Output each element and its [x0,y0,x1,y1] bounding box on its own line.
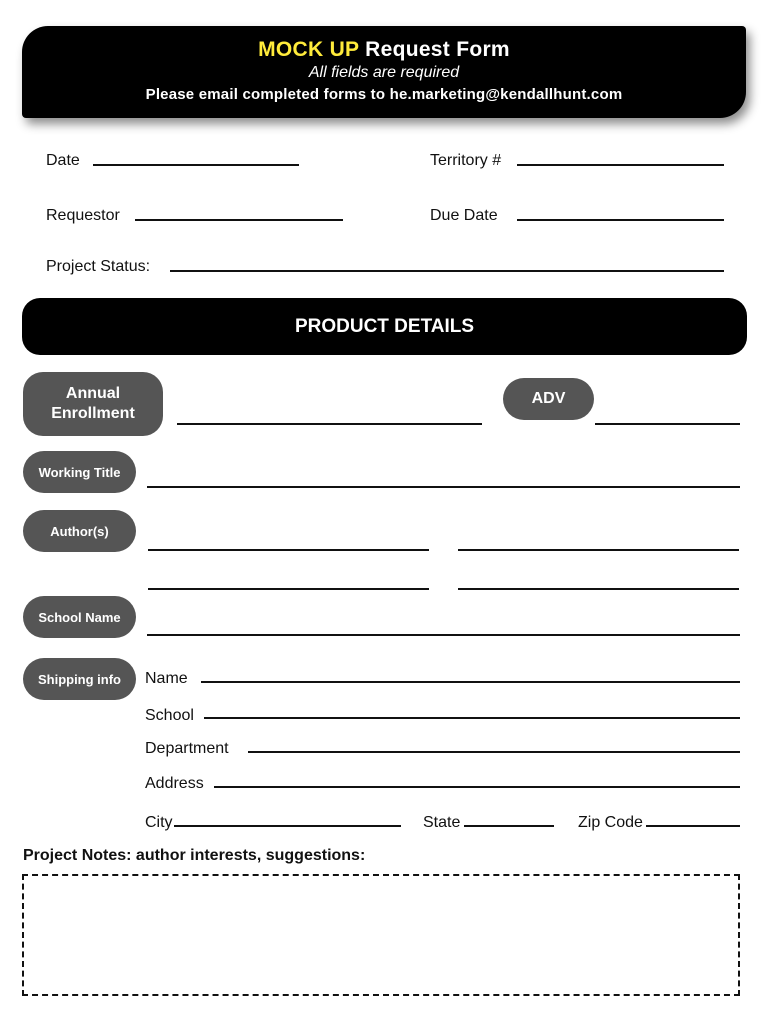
date-field[interactable] [93,164,299,166]
project-notes-field[interactable] [22,874,740,996]
author-field-2[interactable] [458,549,739,551]
title-rest: Request Form [358,38,510,61]
shipping-address-field[interactable] [214,786,740,788]
shipping-school-label: School [145,707,194,724]
date-label: Date [46,152,80,169]
project-notes-label: Project Notes: author interests, suggestions: [23,847,366,864]
requestor-label: Requestor [46,207,120,224]
author-field-1[interactable] [148,549,429,551]
adv-field[interactable] [595,423,740,425]
due-date-field[interactable] [517,219,724,221]
working-title-pill: Working Title [23,451,136,493]
form-subtitle: All fields are required [308,64,460,81]
shipping-department-label: Department [145,740,229,757]
shipping-state-field[interactable] [464,825,554,827]
shipping-state-label: State [423,814,461,831]
shipping-zip-field[interactable] [646,825,740,827]
shipping-name-label: Name [145,670,188,687]
project-status-field[interactable] [170,270,724,272]
shipping-info-pill: Shipping info [23,658,136,700]
email-instructions: Please email completed forms to he.marketing@kendallhunt.com [145,86,623,103]
shipping-zip-label: Zip Code [578,814,643,831]
shipping-name-field[interactable] [201,681,740,683]
annual-enrollment-field[interactable] [177,423,482,425]
due-date-label: Due Date [430,207,498,224]
shipping-address-label: Address [145,775,204,792]
title-accent: MOCK UP [258,38,359,61]
adv-pill: ADV [503,378,594,420]
territory-field[interactable] [517,164,724,166]
school-name-field[interactable] [147,634,740,636]
form-title [22,38,746,62]
form-header [22,26,746,118]
shipping-city-label: City [145,814,173,831]
authors-pill: Author(s) [23,510,136,552]
author-field-4[interactable] [458,588,739,590]
working-title-field[interactable] [147,486,740,488]
shipping-school-field[interactable] [204,717,740,719]
shipping-city-field[interactable] [174,825,401,827]
annual-enrollment-pill: Annual Enrollment [23,372,163,436]
territory-label: Territory # [430,152,502,169]
author-field-3[interactable] [148,588,429,590]
requestor-field[interactable] [135,219,343,221]
school-name-pill: School Name [23,596,136,638]
shipping-department-field[interactable] [248,751,740,753]
product-details-header: PRODUCT DETAILS [22,298,747,355]
project-status-label: Project Status: [46,258,151,275]
